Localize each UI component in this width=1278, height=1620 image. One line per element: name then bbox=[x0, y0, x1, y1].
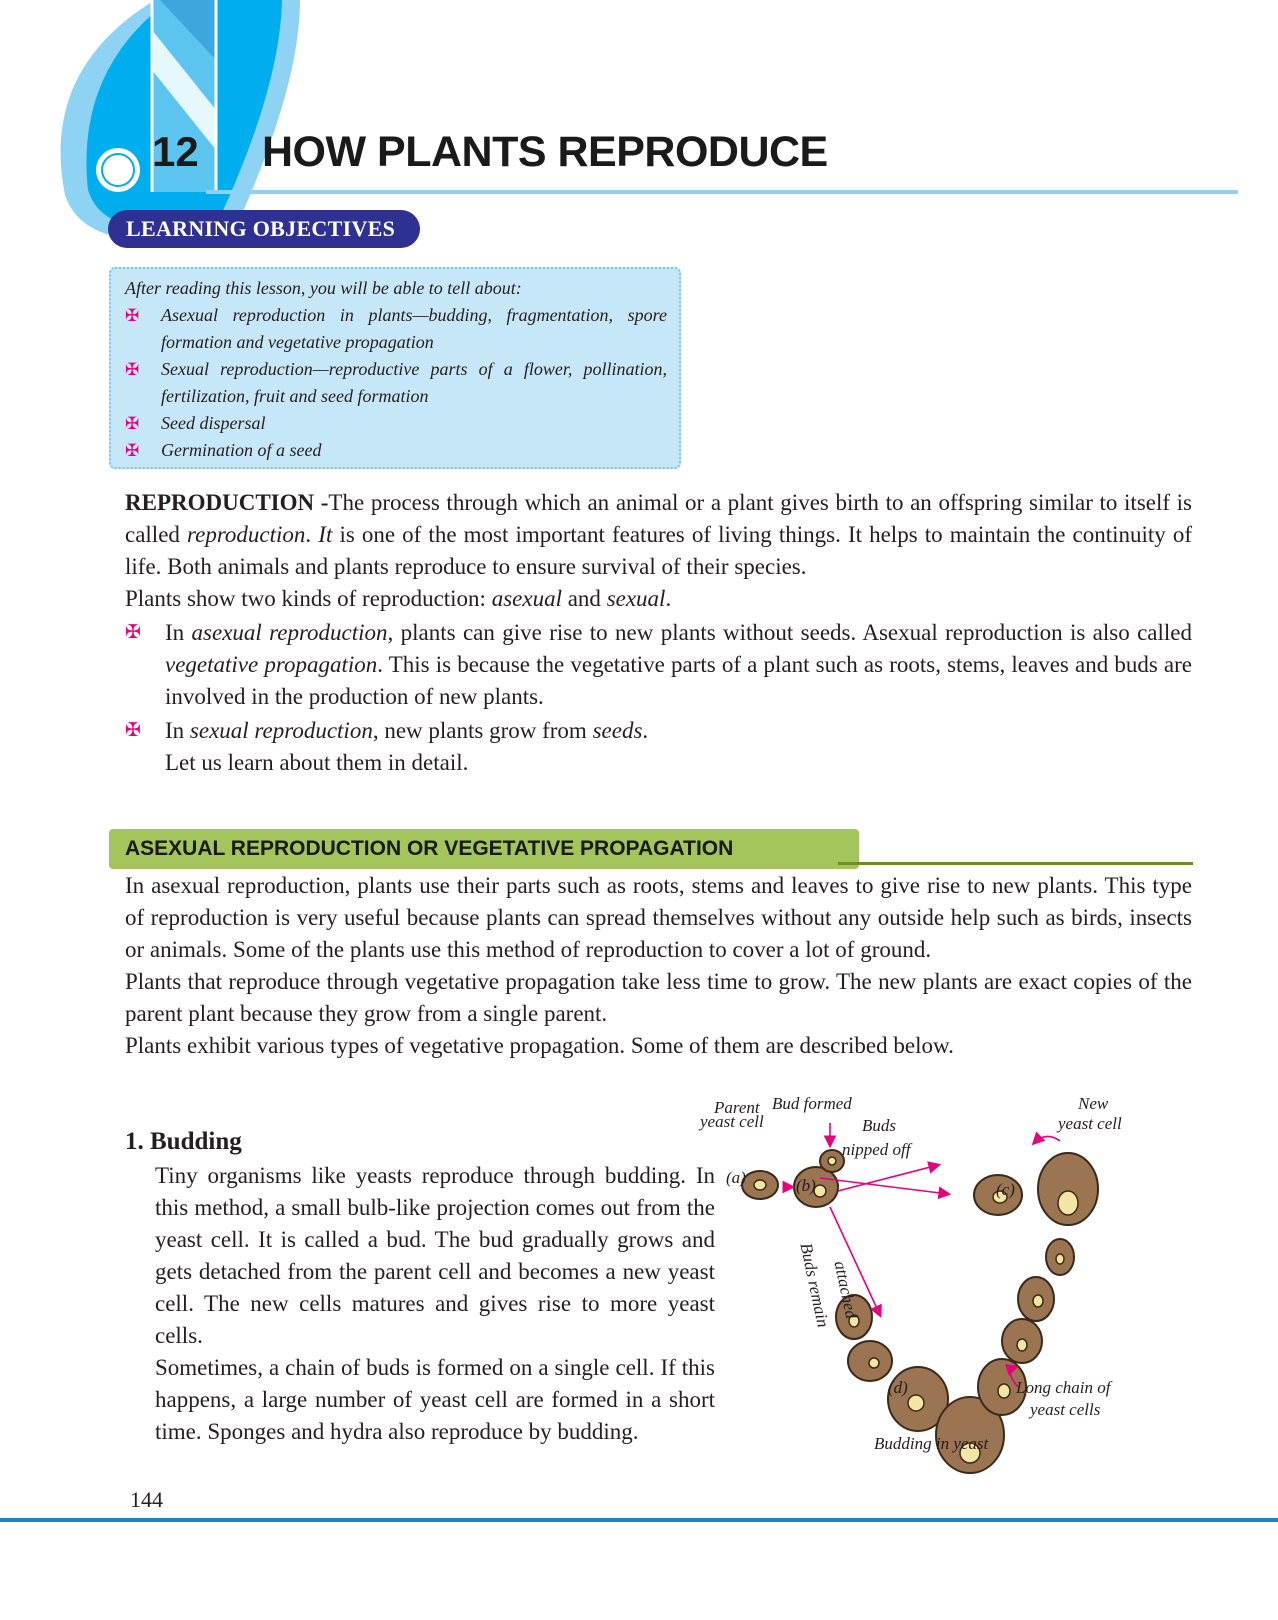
asexual-section-heading: ASEXUAL REPRODUCTION OR VEGETATIVE PROPAGATION bbox=[109, 829, 859, 869]
reproduction-section bbox=[125, 487, 1192, 779]
label-buds-remain: Buds remain bbox=[796, 1241, 833, 1330]
asexual-paragraph-3: Plants exhibit various types of vegetative propagation. Some of them are described below. bbox=[125, 1033, 954, 1058]
label-d: (d) bbox=[888, 1378, 908, 1397]
label-c: (c) bbox=[996, 1180, 1015, 1199]
label-new-yeast-cell: yeast cell bbox=[1058, 1114, 1122, 1133]
label-yeast-cells: yeast cells bbox=[1030, 1400, 1101, 1419]
asexual-bullet: ✠ In asexual reproduction, plants can give rise to new plants without seeds. Asexual reproduction is also called vegetative propagation. This is because the vegetative parts of a plant such as roots, stems, leaves and buds are involved in the production of new plants. bbox=[125, 617, 1192, 713]
label-bud-formed: Bud formed bbox=[772, 1094, 852, 1113]
reproduction-definition: REPRODUCTION -The process through which an animal or a plant gives birth to an offspring similar to itself is called reproduction. It is one of the most important features of living things. It helps to maintain the continuity of life. Both animals and plants reproduce to ensure survival of their species. bbox=[125, 490, 1193, 579]
cross-bullet-icon: ✠ bbox=[125, 360, 140, 379]
cross-bullet-icon: ✠ bbox=[125, 622, 141, 643]
chapter-title: HOW PLANTS REPRODUCE bbox=[262, 128, 828, 176]
label-b: (b) bbox=[796, 1176, 816, 1195]
budding-heading: 1. Budding bbox=[125, 1128, 242, 1155]
objective-item: ✠ Seed dispersal bbox=[125, 410, 667, 437]
label-attached: attached bbox=[830, 1259, 862, 1321]
asexual-paragraph-1: In asexual reproduction, plants use their parts such as roots, stems and leaves to give rise to new plants. This type of reproduction is very useful because plants can spread themselves without any outside help such as birds, insects or animals. Some of the plants use this method of reproduction to cover a lot of ground. bbox=[125, 873, 1192, 962]
budding-body bbox=[155, 1160, 715, 1448]
asexual-paragraph-2: Plants that reproduce through vegetative propagation take less time to grow. The new plants are exact copies of the parent plant because they grow from a single parent. bbox=[125, 969, 1192, 1026]
chapter-number: 12 bbox=[152, 128, 199, 175]
objective-item: ✠ Germination of a seed bbox=[125, 437, 667, 464]
label-parent: Parent bbox=[714, 1098, 760, 1117]
page-number: 144 bbox=[130, 1487, 163, 1512]
objectives-intro: After reading this lesson, you will be able to tell about: bbox=[125, 278, 522, 298]
label-a: (a) bbox=[726, 1168, 746, 1187]
header-rule bbox=[420, 190, 1238, 194]
label-long-chain: Long chain of bbox=[1016, 1378, 1111, 1397]
label-nipped-off: nipped off bbox=[842, 1140, 911, 1159]
cross-bullet-icon: ✠ bbox=[125, 441, 140, 460]
budding-figure bbox=[700, 1094, 1220, 1505]
label-parent-yeast-cell: yeast cell bbox=[700, 1112, 764, 1131]
section-rule bbox=[838, 862, 1193, 865]
learning-objectives-box bbox=[109, 267, 681, 469]
cross-bullet-icon: ✠ bbox=[125, 306, 140, 325]
cross-bullet-icon: ✠ bbox=[125, 414, 140, 433]
label-new: New bbox=[1078, 1094, 1109, 1113]
objective-item: ✠ Asexual reproduction in plants—budding, fragmentation, spore formation and vegetative propagation bbox=[125, 302, 667, 356]
learning-objectives-heading: LEARNING OBJECTIVES bbox=[108, 210, 420, 248]
sexual-bullet: ✠ In sexual reproduction, new plants grow from seeds. Let us learn about them in detail. bbox=[125, 715, 1192, 779]
reproduction-kinds: Plants show two kinds of reproduction: asexual and sexual. bbox=[125, 586, 672, 611]
budding-paragraph-1: Tiny organisms like yeasts reproduce through budding. In this method, a small bulb-like projection comes out from the yeast cell. It is called a bud. The bud gradually grows and gets detached from the parent cell and becomes a new yeast cell. The new cells matures and gives rise to more yeast cells. bbox=[155, 1163, 715, 1348]
label-buds: Buds bbox=[862, 1116, 896, 1135]
budding-paragraph-2: Sometimes, a chain of buds is formed on a single cell. If this happens, a large number of yeast cell are formed in a short time. Sponges and hydra also reproduce by budding. bbox=[155, 1355, 715, 1444]
objective-item: ✠ Sexual reproduction—reproductive parts of a flower, pollination, fertilization, fruit and seed formation bbox=[125, 356, 667, 410]
figure-caption: Budding in yeast bbox=[874, 1434, 989, 1453]
cross-bullet-icon: ✠ bbox=[125, 720, 141, 741]
footer-rule bbox=[0, 1518, 1278, 1522]
asexual-section-body bbox=[125, 870, 1192, 1062]
